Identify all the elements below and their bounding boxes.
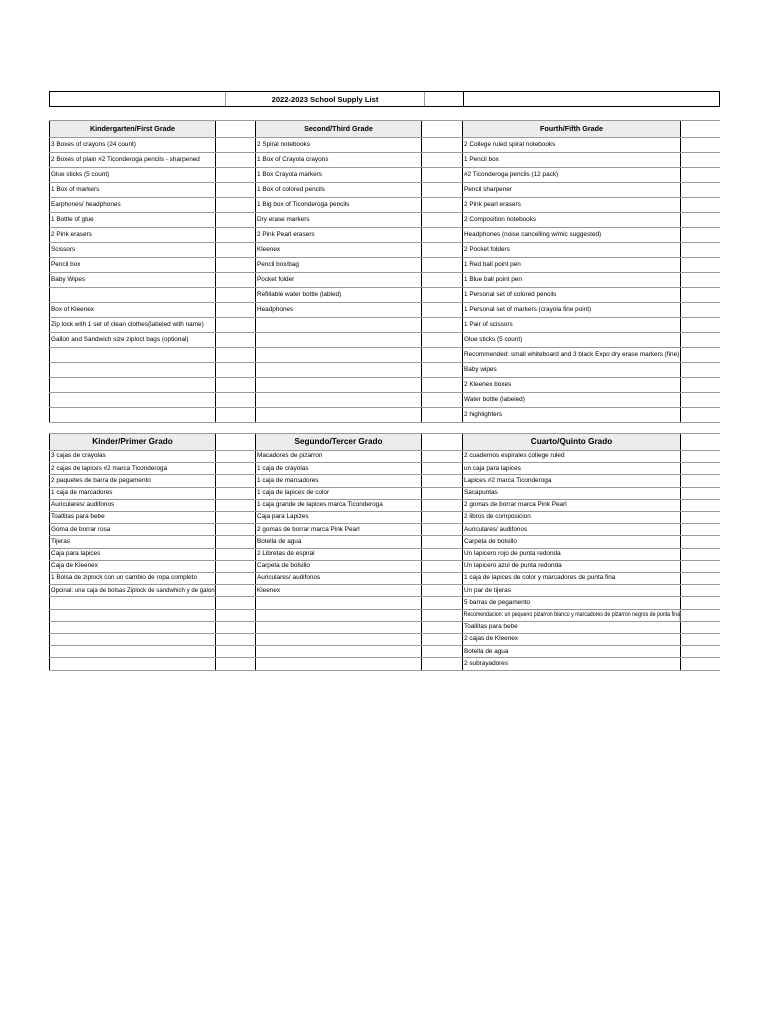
english-row — [49, 183, 720, 198]
english-row — [49, 378, 720, 393]
english-supply-cell: 2 Pocket folders — [462, 243, 681, 257]
spanish-row — [49, 549, 720, 561]
english-supply-cell: 2 highlighters — [462, 408, 681, 422]
english-supply-cell: 2 College ruled spiral notebooks — [462, 138, 681, 152]
english-supply-cell: 1 Personal set of colored pencils — [462, 288, 681, 302]
spanish-supply-cell: Caja de Kleenex — [49, 561, 216, 572]
english-grade-header: Kindergarten/First Grade — [49, 121, 216, 137]
english-row — [49, 198, 720, 213]
spanish-header-row — [49, 434, 720, 451]
spanish-supply-cell: 1 caja de marcadores — [49, 488, 216, 499]
english-supply-cell: Headphones — [255, 303, 422, 317]
english-supply-cell — [49, 288, 216, 302]
spanish-supply-cell: Lapices #2 marca Ticonderoga — [462, 475, 681, 486]
spanish-supply-cell: Macadores de pizarron — [255, 451, 422, 462]
spanish-row — [49, 610, 720, 622]
spanish-supply-cell: Toallitas para bebe — [49, 512, 216, 523]
spanish-supply-cell — [255, 634, 422, 645]
english-row — [49, 318, 720, 333]
spanish-grade-header: Segundo/Tercer Grado — [255, 434, 422, 450]
english-supply-cell: Zip lock with 1 set of clean clothes(labeled with name) — [49, 318, 216, 332]
english-row — [49, 153, 720, 168]
spanish-supply-cell: Un lapicero rojo de punta redonda — [462, 549, 681, 560]
english-grade-header: Fourth/Fifth Grade — [462, 121, 681, 137]
spanish-supply-cell — [255, 597, 422, 608]
spanish-row — [49, 658, 720, 670]
english-supply-cell: Pencil box/bag — [255, 258, 422, 272]
english-supply-cell: 1 Box of markers — [49, 183, 216, 197]
spanish-row — [49, 463, 720, 475]
spanish-row — [49, 500, 720, 512]
english-supply-cell: Refillable water bottle (labled) — [255, 288, 422, 302]
spanish-supply-cell: Caja para lapices — [49, 549, 216, 560]
spanish-supply-cell: 2 libros de composicion — [462, 512, 681, 523]
english-supply-cell: 2 Spiral notebooks — [255, 138, 422, 152]
english-row — [49, 138, 720, 153]
spanish-row — [49, 561, 720, 573]
spacer-row — [49, 107, 720, 121]
english-row — [49, 333, 720, 348]
english-header-row — [49, 121, 720, 138]
english-supply-cell: #2 Ticonderoga pencils (12 pack) — [462, 168, 681, 182]
spanish-supply-cell: Kleenex — [255, 585, 422, 596]
english-supply-cell — [255, 363, 422, 377]
spanish-supply-cell: un caja para lapices — [462, 463, 681, 474]
english-row — [49, 258, 720, 273]
title-row — [49, 91, 720, 107]
english-supply-cell — [49, 408, 216, 422]
english-supply-cell — [49, 378, 216, 392]
spanish-supply-cell: Auriculares/ audifonos — [255, 573, 422, 584]
english-supply-cell — [49, 393, 216, 407]
english-row — [49, 168, 720, 183]
spanish-row — [49, 597, 720, 609]
english-supply-cell: Gallon and Sandwich size ziploct bags (optional) — [49, 333, 216, 347]
english-supply-cell: 1 Box of colored pencils — [255, 183, 422, 197]
spanish-supply-cell: Un par de tijeras — [462, 585, 681, 596]
english-supply-cell: Kleenex — [255, 243, 422, 257]
english-supply-cell: 1 Pair of scissors — [462, 318, 681, 332]
english-supply-cell: 2 Composition notebooks — [462, 213, 681, 227]
spanish-supply-cell: Recomendacion: un pequeno pizarron blanco y marcadores de pizarron negros de punta fina — [462, 610, 681, 621]
spanish-supply-cell — [255, 610, 422, 621]
english-supply-cell: 1 Pencil box — [462, 153, 681, 167]
spanish-supply-cell — [49, 622, 216, 633]
english-supply-cell: 1 Box of Crayola crayons — [255, 153, 422, 167]
english-supply-cell: 2 Kleenex boxes — [462, 378, 681, 392]
english-row — [49, 363, 720, 378]
spanish-row — [49, 488, 720, 500]
spanish-grade-header: Kinder/Primer Grado — [49, 434, 216, 450]
english-supply-cell: Earphones/ headphones — [49, 198, 216, 212]
english-supply-cell: 3 Boxes of crayons (24 count) — [49, 138, 216, 152]
spanish-supply-cell: Tijeras — [49, 536, 216, 547]
english-supply-cell: Recommended: small whiteboard and 3 black Expo dry erase markers (fine) — [462, 348, 681, 362]
spanish-supply-cell: Caja para Lapizes — [255, 512, 422, 523]
english-supply-cell: Baby wipes — [462, 363, 681, 377]
spanish-supply-cell: 1 caja de lapices de color y marcadores de punta fina — [462, 573, 681, 584]
english-supply-cell: 1 Big box of Ticonderoga pencils — [255, 198, 422, 212]
english-supply-cell: Pocket folder — [255, 273, 422, 287]
english-grade-header: Second/Third Grade — [255, 121, 422, 137]
spanish-grade-header: Cuarto/Quinto Grado — [462, 434, 681, 450]
spanish-row — [49, 524, 720, 536]
spanish-supply-cell: Auriculares/ audifonos — [49, 500, 216, 511]
spanish-supply-cell — [255, 646, 422, 657]
spanish-supply-cell — [49, 658, 216, 669]
title-blank-right — [463, 92, 683, 106]
english-row — [49, 228, 720, 243]
spanish-row — [49, 585, 720, 597]
english-supply-cell: 2 Pink Pearl erasers — [255, 228, 422, 242]
spanish-supply-cell: Goma de borrar rosa — [49, 524, 216, 535]
english-supply-cell: Baby Wipes — [49, 273, 216, 287]
spanish-supply-cell: 2 paquetes de barra de pegamento — [49, 475, 216, 486]
spanish-supply-cell: 2 Libretas de espiral — [255, 549, 422, 560]
english-supply-cell — [255, 318, 422, 332]
spanish-supply-cell: Toallitas para bebe — [462, 622, 681, 633]
spanish-supply-cell: 1 Bolsa de ziplock con un cambio de ropa completo — [49, 573, 216, 584]
english-supply-cell: 2 Pink erasers — [49, 228, 216, 242]
english-supply-cell: 1 Box Crayola markers — [255, 168, 422, 182]
spanish-supply-cell — [49, 646, 216, 657]
spanish-supply-cell — [49, 634, 216, 645]
spanish-supply-cell — [49, 597, 216, 608]
english-supply-cell: 2 Pink pearl erasers — [462, 198, 681, 212]
english-supply-cell: 1 Red ball point pen — [462, 258, 681, 272]
english-supply-cell: 2 Boxes of plain #2 Ticonderoga pencils - sharpened — [49, 153, 216, 167]
english-supply-cell: Glue sticks (5 count) — [49, 168, 216, 182]
title-blank-left — [50, 92, 225, 106]
english-supply-cell: Pencil sharpener — [462, 183, 681, 197]
spanish-supply-cell: Botella de agua — [462, 646, 681, 657]
english-supply-cell: 1 Blue ball point pen — [462, 273, 681, 287]
english-row — [49, 303, 720, 318]
english-supply-cell: Water bottle (labeled) — [462, 393, 681, 407]
spanish-supply-cell: Carpeta de bolsillo — [255, 561, 422, 572]
spanish-supply-cell: Opcinal: una caja de bolsas Ziplock de sandwhich y de galon — [49, 585, 216, 596]
english-supply-cell — [49, 363, 216, 377]
english-supply-cell — [49, 348, 216, 362]
spanish-supply-cell: Botella de agua — [255, 536, 422, 547]
spanish-supply-cell: Auriculares/ audifonos — [462, 524, 681, 535]
spanish-supply-cell: 1 caja grande de lapices marca Ticonderoga — [255, 500, 422, 511]
english-supply-cell: Box of Kleenex — [49, 303, 216, 317]
spanish-supply-cell: 2 cuadernos espirales college ruled — [462, 451, 681, 462]
english-row — [49, 393, 720, 408]
spanish-supply-cell — [49, 610, 216, 621]
english-supply-cell: Pencil box — [49, 258, 216, 272]
spanish-supply-cell — [255, 622, 422, 633]
spacer-row — [49, 423, 720, 434]
spanish-supply-cell: 2 gomas de borrar marca Pink Pearl — [255, 524, 422, 535]
english-row — [49, 408, 720, 423]
english-supply-cell: Dry erase markers — [255, 213, 422, 227]
spanish-supply-cell: Carpeta de bolsillo — [462, 536, 681, 547]
english-supply-cell — [255, 408, 422, 422]
english-supply-cell: Glue sticks (5 count) — [462, 333, 681, 347]
spanish-supply-cell: 2 cajas de Kleenex — [462, 634, 681, 645]
spanish-row — [49, 536, 720, 548]
english-supply-cell: 1 Personal set of markers (crayola fine point) — [462, 303, 681, 317]
english-supply-cell — [255, 333, 422, 347]
english-supply-cell — [255, 378, 422, 392]
english-supply-cell: Scissors — [49, 243, 216, 257]
spanish-row — [49, 512, 720, 524]
spanish-supply-cell: 2 subrayadores — [462, 658, 681, 669]
english-row — [49, 348, 720, 363]
spanish-supply-cell: Sacapuntas — [462, 488, 681, 499]
spanish-supply-cell: 5 barras de pegamento — [462, 597, 681, 608]
spanish-supply-cell: 1 caja de lapices de color — [255, 488, 422, 499]
spanish-row — [49, 634, 720, 646]
spanish-supply-cell — [255, 658, 422, 669]
spanish-supply-cell: Un lapicero azul de punta redonda — [462, 561, 681, 572]
spanish-row — [49, 573, 720, 585]
english-row — [49, 243, 720, 258]
english-row — [49, 273, 720, 288]
english-row — [49, 288, 720, 303]
spanish-supply-cell: 1 caja de crayolas — [255, 463, 422, 474]
spanish-supply-cell: 2 cajas de lapices #2 marca Ticonderoga — [49, 463, 216, 474]
english-supply-cell — [255, 348, 422, 362]
english-supply-cell — [255, 393, 422, 407]
spanish-supply-cell: 2 gomas de borrar marca Pink Pearl — [462, 500, 681, 511]
page-title: 2022-2023 School Supply List — [225, 92, 425, 106]
english-supply-cell: 1 Bottle of glue — [49, 213, 216, 227]
spanish-supply-cell: 3 cajas de crayolas — [49, 451, 216, 462]
english-row — [49, 213, 720, 228]
english-supply-cell: Headphones (noise cancelling w/mic suggested) — [462, 228, 681, 242]
spanish-row — [49, 451, 720, 463]
spanish-supply-cell: 1 caja de marcadores — [255, 475, 422, 486]
spanish-row — [49, 622, 720, 634]
spanish-row — [49, 646, 720, 658]
spanish-row — [49, 475, 720, 487]
